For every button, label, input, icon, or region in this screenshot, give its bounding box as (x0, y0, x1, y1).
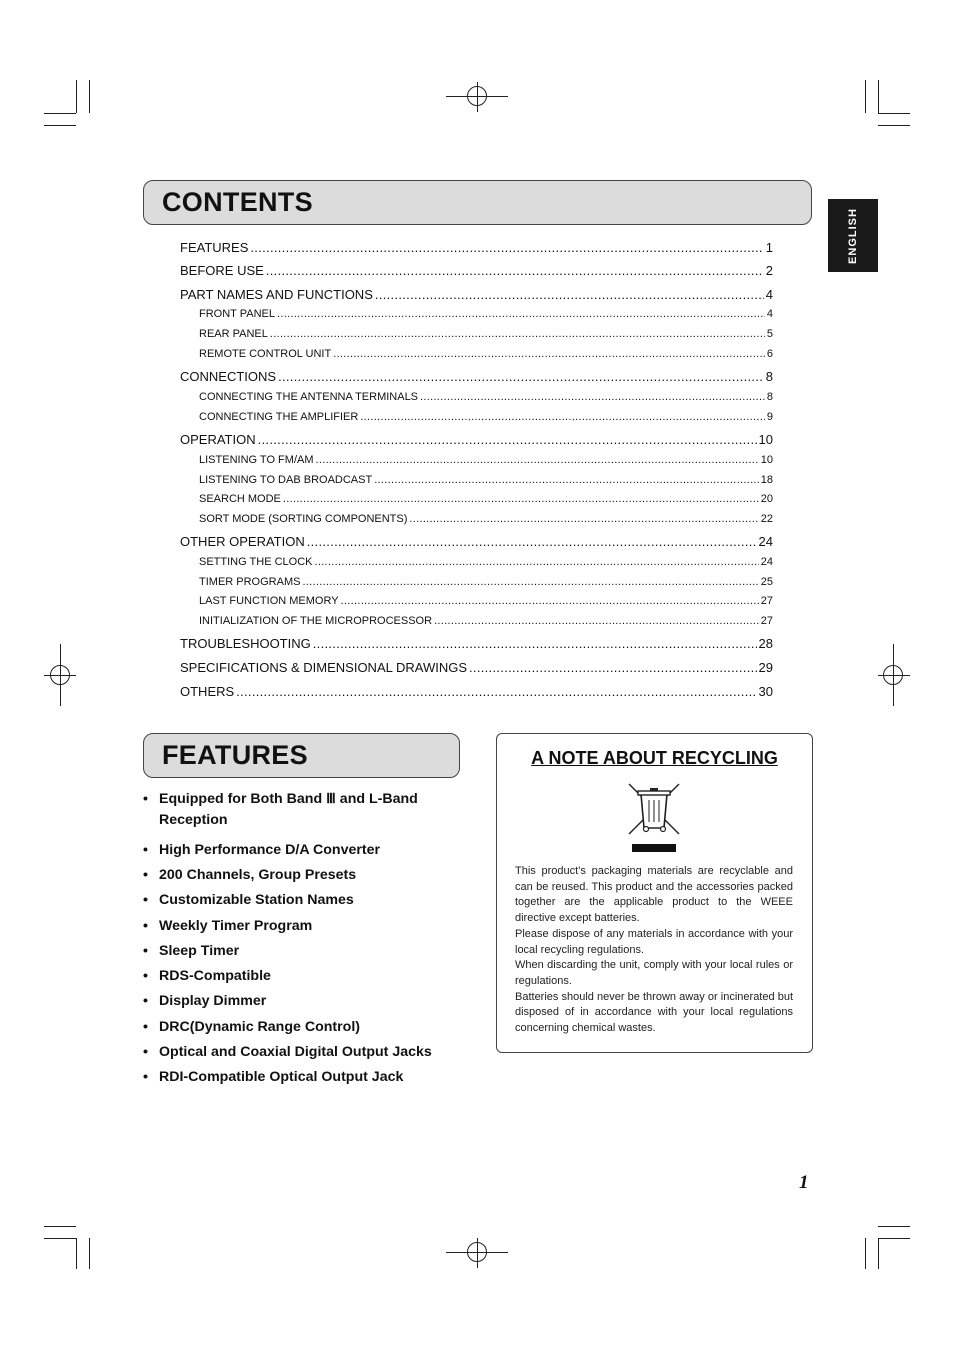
toc-entry (199, 328, 773, 340)
toc-entry-label: OTHER OPERATION (180, 534, 305, 549)
bullet: • (143, 867, 148, 883)
toc-leader-dots (374, 474, 759, 486)
toc-entry-page: 9 (766, 411, 773, 423)
recycling-title: A NOTE ABOUT RECYCLING (531, 748, 778, 768)
toc-entry (180, 287, 773, 302)
toc-leader-dots (236, 684, 756, 699)
toc-leader-dots (313, 636, 757, 651)
bullet: • (143, 1069, 148, 1085)
toc-entry (199, 308, 773, 320)
bullet: • (143, 791, 148, 807)
toc-entry-label: TROUBLESHOOTING (180, 636, 311, 651)
toc-leader-dots (258, 432, 757, 447)
recycling-paragraph: This product’s packaging materials are recyclable and can be reused. This product and the accessories packed together are the applicable product to the WEEE directive except batteries. (515, 865, 793, 925)
toc-entry-label: FRONT PANEL (199, 308, 275, 320)
feature-text: RDI-Compatible Optical Output Jack (159, 1069, 404, 1085)
toc-entry-label: CONNECTIONS (180, 369, 277, 384)
toc-entry-label: INITIALIZATION OF THE MICROPROCESSOR (199, 615, 433, 627)
toc-entry (199, 493, 773, 505)
bullet: • (143, 892, 148, 908)
bullet: • (143, 842, 148, 858)
toc-leader-dots (314, 556, 758, 568)
feature-text: RDS-Compatible (159, 968, 271, 984)
toc-entry (180, 240, 773, 255)
toc-entry (180, 432, 773, 447)
toc-entry-page: 10 (758, 432, 773, 447)
bullet: • (143, 943, 148, 959)
recycling-paragraph: When discarding the unit, comply with your local rules or regulations. (515, 959, 793, 987)
feature-text: DRC(Dynamic Range Control) (159, 1019, 361, 1035)
bullet: • (143, 918, 148, 934)
feature-text: Sleep Timer (159, 943, 240, 959)
feature-text: Customizable Station Names (159, 892, 354, 908)
toc-leader-dots (434, 615, 759, 627)
language-tab (828, 199, 878, 272)
toc-entry-label: REAR PANEL (199, 328, 268, 340)
toc-entry-page: 8 (765, 369, 773, 384)
toc-entry-page: 24 (758, 534, 773, 549)
toc-entry-page: 29 (758, 660, 773, 675)
toc-entry (199, 411, 773, 423)
toc-entry-page: 10 (760, 454, 773, 466)
toc-leader-dots (283, 493, 759, 505)
toc-entry-page: 2 (765, 263, 773, 278)
toc-leader-dots (469, 660, 757, 675)
toc-leader-dots (420, 391, 765, 403)
toc-entry (180, 684, 773, 699)
toc-entry-label: CONNECTING THE ANTENNA TERMINALS (199, 391, 419, 403)
recycling-text (515, 864, 793, 1037)
toc-entry-page: 28 (758, 636, 773, 651)
toc-entry (199, 474, 773, 486)
feature-text: High Performance D/A Converter (159, 842, 381, 858)
toc-entry-page: 1 (765, 240, 773, 255)
contents-heading-bar (143, 180, 812, 225)
toc-leader-dots (277, 308, 765, 320)
toc-entry-page: 20 (760, 493, 773, 505)
bullet: • (143, 1044, 148, 1060)
toc-entry (199, 615, 773, 627)
toc-entry-page: 8 (766, 391, 773, 403)
toc-entry (199, 348, 773, 360)
toc-entry-page: 24 (760, 556, 773, 568)
feature-text: 200 Channels, Group Presets (159, 867, 357, 883)
toc-leader-dots (360, 411, 765, 423)
toc-entry (199, 454, 773, 466)
toc-entry-label: SORT MODE (SORTING COMPONENTS) (199, 513, 408, 525)
toc-entry-page: 4 (765, 287, 773, 302)
recycling-note-box (496, 733, 813, 1053)
bullet: • (143, 993, 148, 1009)
toc-entry-label: PART NAMES AND FUNCTIONS (180, 287, 373, 302)
bullet: • (143, 968, 148, 984)
toc-leader-dots (333, 348, 765, 360)
toc-leader-dots (250, 240, 763, 255)
toc-entry-label: LISTENING TO FM/AM (199, 454, 314, 466)
feature-text: Display Dimmer (159, 993, 267, 1009)
toc-entry (180, 369, 773, 384)
toc-entry-label: SETTING THE CLOCK (199, 556, 313, 568)
features-heading-bar (143, 733, 460, 778)
toc-entry-label: REMOTE CONTROL UNIT (199, 348, 332, 360)
crossed-out-wheelie-bin-icon (627, 782, 681, 854)
feature-text: Optical and Coaxial Digital Output Jacks (159, 1044, 432, 1060)
toc-leader-dots (266, 263, 764, 278)
toc-entry-page: 27 (760, 615, 773, 627)
toc-entry-page: 30 (758, 684, 773, 699)
toc-entry-label: SPECIFICATIONS & DIMENSIONAL DRAWINGS (180, 660, 467, 675)
toc-leader-dots (270, 328, 765, 340)
toc-entry-label: TIMER PROGRAMS (199, 576, 301, 588)
feature-text: Equipped for Both Band Ⅲ and L-Band Reception (159, 791, 418, 828)
toc-entry (180, 660, 773, 675)
language-tab-label: ENGLISH (847, 207, 859, 264)
toc-entry-page: 4 (766, 308, 773, 320)
toc-entry-page: 5 (766, 328, 773, 340)
toc-entry-page: 22 (760, 513, 773, 525)
features-title: FEATURES (162, 740, 308, 770)
toc-entry (180, 534, 773, 549)
toc-entry (199, 576, 773, 588)
toc-entry (199, 391, 773, 403)
page-number: 1 (799, 1172, 809, 1193)
toc-leader-dots (307, 534, 757, 549)
recycling-paragraph: Batteries should never be thrown away or incinerated but disposed of in accordance with your local regulations concerning chemical wastes. (515, 990, 793, 1035)
toc-leader-dots (375, 287, 764, 302)
toc-leader-dots (341, 595, 759, 607)
contents-title: CONTENTS (162, 187, 313, 217)
toc-entry-label: SEARCH MODE (199, 493, 281, 505)
toc-entry (180, 636, 773, 651)
toc-entry-label: FEATURES (180, 240, 249, 255)
toc-entry-label: OTHERS (180, 684, 235, 699)
toc-entry-label: LAST FUNCTION MEMORY (199, 595, 339, 607)
toc-leader-dots (409, 513, 758, 525)
toc-entry-page: 25 (760, 576, 773, 588)
toc-entry-label: LISTENING TO DAB BROADCAST (199, 474, 373, 486)
toc-leader-dots (316, 454, 759, 466)
recycling-paragraph: Please dispose of any materials in accordance with your local recycling regulations. (515, 927, 793, 956)
toc-entry-page: 18 (760, 474, 773, 486)
toc-entry (199, 556, 773, 568)
toc-entry-label: OPERATION (180, 432, 256, 447)
toc-entry-label: CONNECTING THE AMPLIFIER (199, 411, 359, 423)
bullet: • (143, 1019, 148, 1035)
toc-entry-page: 6 (766, 348, 773, 360)
toc-entry (199, 513, 773, 525)
toc-entry (199, 595, 773, 607)
feature-text: Weekly Timer Program (159, 918, 313, 934)
toc-entry-page: 27 (760, 595, 773, 607)
toc-entry (180, 263, 773, 278)
toc-leader-dots (278, 369, 764, 384)
toc-leader-dots (302, 576, 758, 588)
toc-entry-label: BEFORE USE (180, 263, 264, 278)
